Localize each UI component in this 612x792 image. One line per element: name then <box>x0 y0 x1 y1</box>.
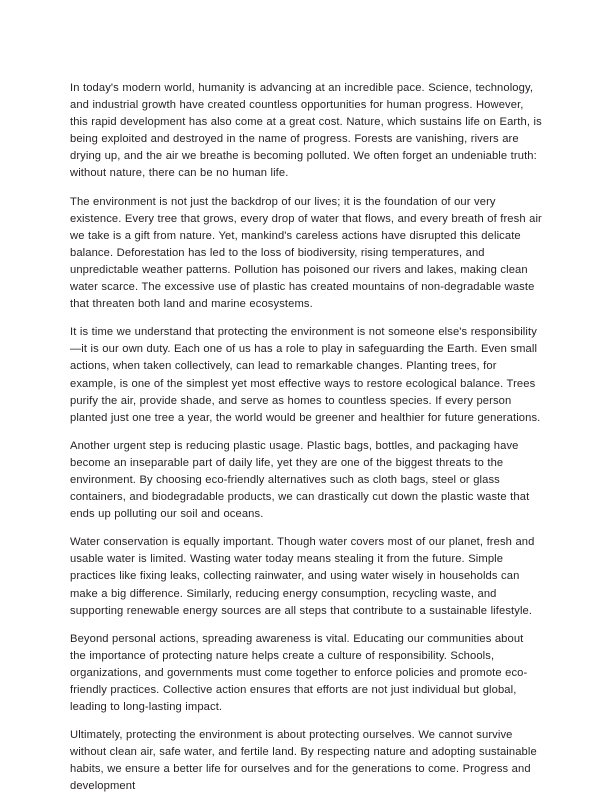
body-paragraph: Water conservation is equally important. Though water covers most of our planet, fresh and usable water is limited. Wasting water today means stealing it from the future. Simple practices like fixing leaks, collecting rainwater, and using water wisely in households can make a big difference. Similarly, reducing energy consumption, recycling waste, and supporting renewable energy sources are all steps that contribute to a sustainable lifestyle. <box>70 536 535 617</box>
body-paragraph: In today's modern world, humanity is advancing at an incredible pace. Science, technology, and industrial growth have created countless opportunities for human progress. However, this rapid development has also come at a great cost. Nature, which sustains life on Earth, is being exploited and destroyed in the name of progress. Forests are vanishing, rivers are drying up, and the air we breathe is becoming polluted. We often forget an undeniable truth: without nature, there can be no human life. <box>70 82 542 180</box>
body-paragraph: Ultimately, protecting the environment is about protecting ourselves. We cannot survive without clean air, safe water, and fertile land. By respecting nature and adopting sustainable habits, we ensure a better life for ourselves and for the generations to come. Progress and development <box>70 729 537 792</box>
body-paragraph: It is time we understand that protecting the environment is not someone else's responsibility—it is our own duty. Each one of us has a role to play in safeguarding the Earth. Even small actions, when taken collectively, can lead to remarkable changes. Planting trees, for example, is one of the simplest yet most effective ways to restore ecological balance. Trees purify the air, provide shade, and serve as homes to countless species. If every person planted just one tree a year, the world would be greener and healthier for future generations. <box>70 326 541 424</box>
body-paragraph: The environment is not just the backdrop of our lives; it is the foundation of our very existence. Every tree that grows, every drop of water that flows, and every breath of fresh air we take is a gift from nature. Yet, mankind's careless actions have disrupted this delicate balance. Deforestation has led to the loss of biodiversity, rising temperatures, and unpredictable weather patterns. Pollution has poisoned our rivers and lakes, making clean water scarce. The excessive use of plastic has created mountains of non-degradable waste that threaten both land and marine ecosystems. <box>70 195 542 311</box>
document-text-body <box>70 80 542 792</box>
body-paragraph: Beyond personal actions, spreading awareness is vital. Educating our communities about the importance of protecting nature helps create a culture of responsibility. Schools, organizations, and governments must come together to enforce policies and promote eco-friendly practices. Collective action ensures that efforts are not just individual but global, leading to long-lasting impact. <box>70 632 528 714</box>
body-paragraph: Another urgent step is reducing plastic usage. Plastic bags, bottles, and packaging have become an inseparable part of daily life, yet they are one of the biggest threats to the environment. By choosing eco-friendly alternatives such as cloth bags, steel or glass containers, and biodegradable products, we can drastically cut down the plastic waste that ends up polluting our soil and oceans. <box>70 439 530 521</box>
